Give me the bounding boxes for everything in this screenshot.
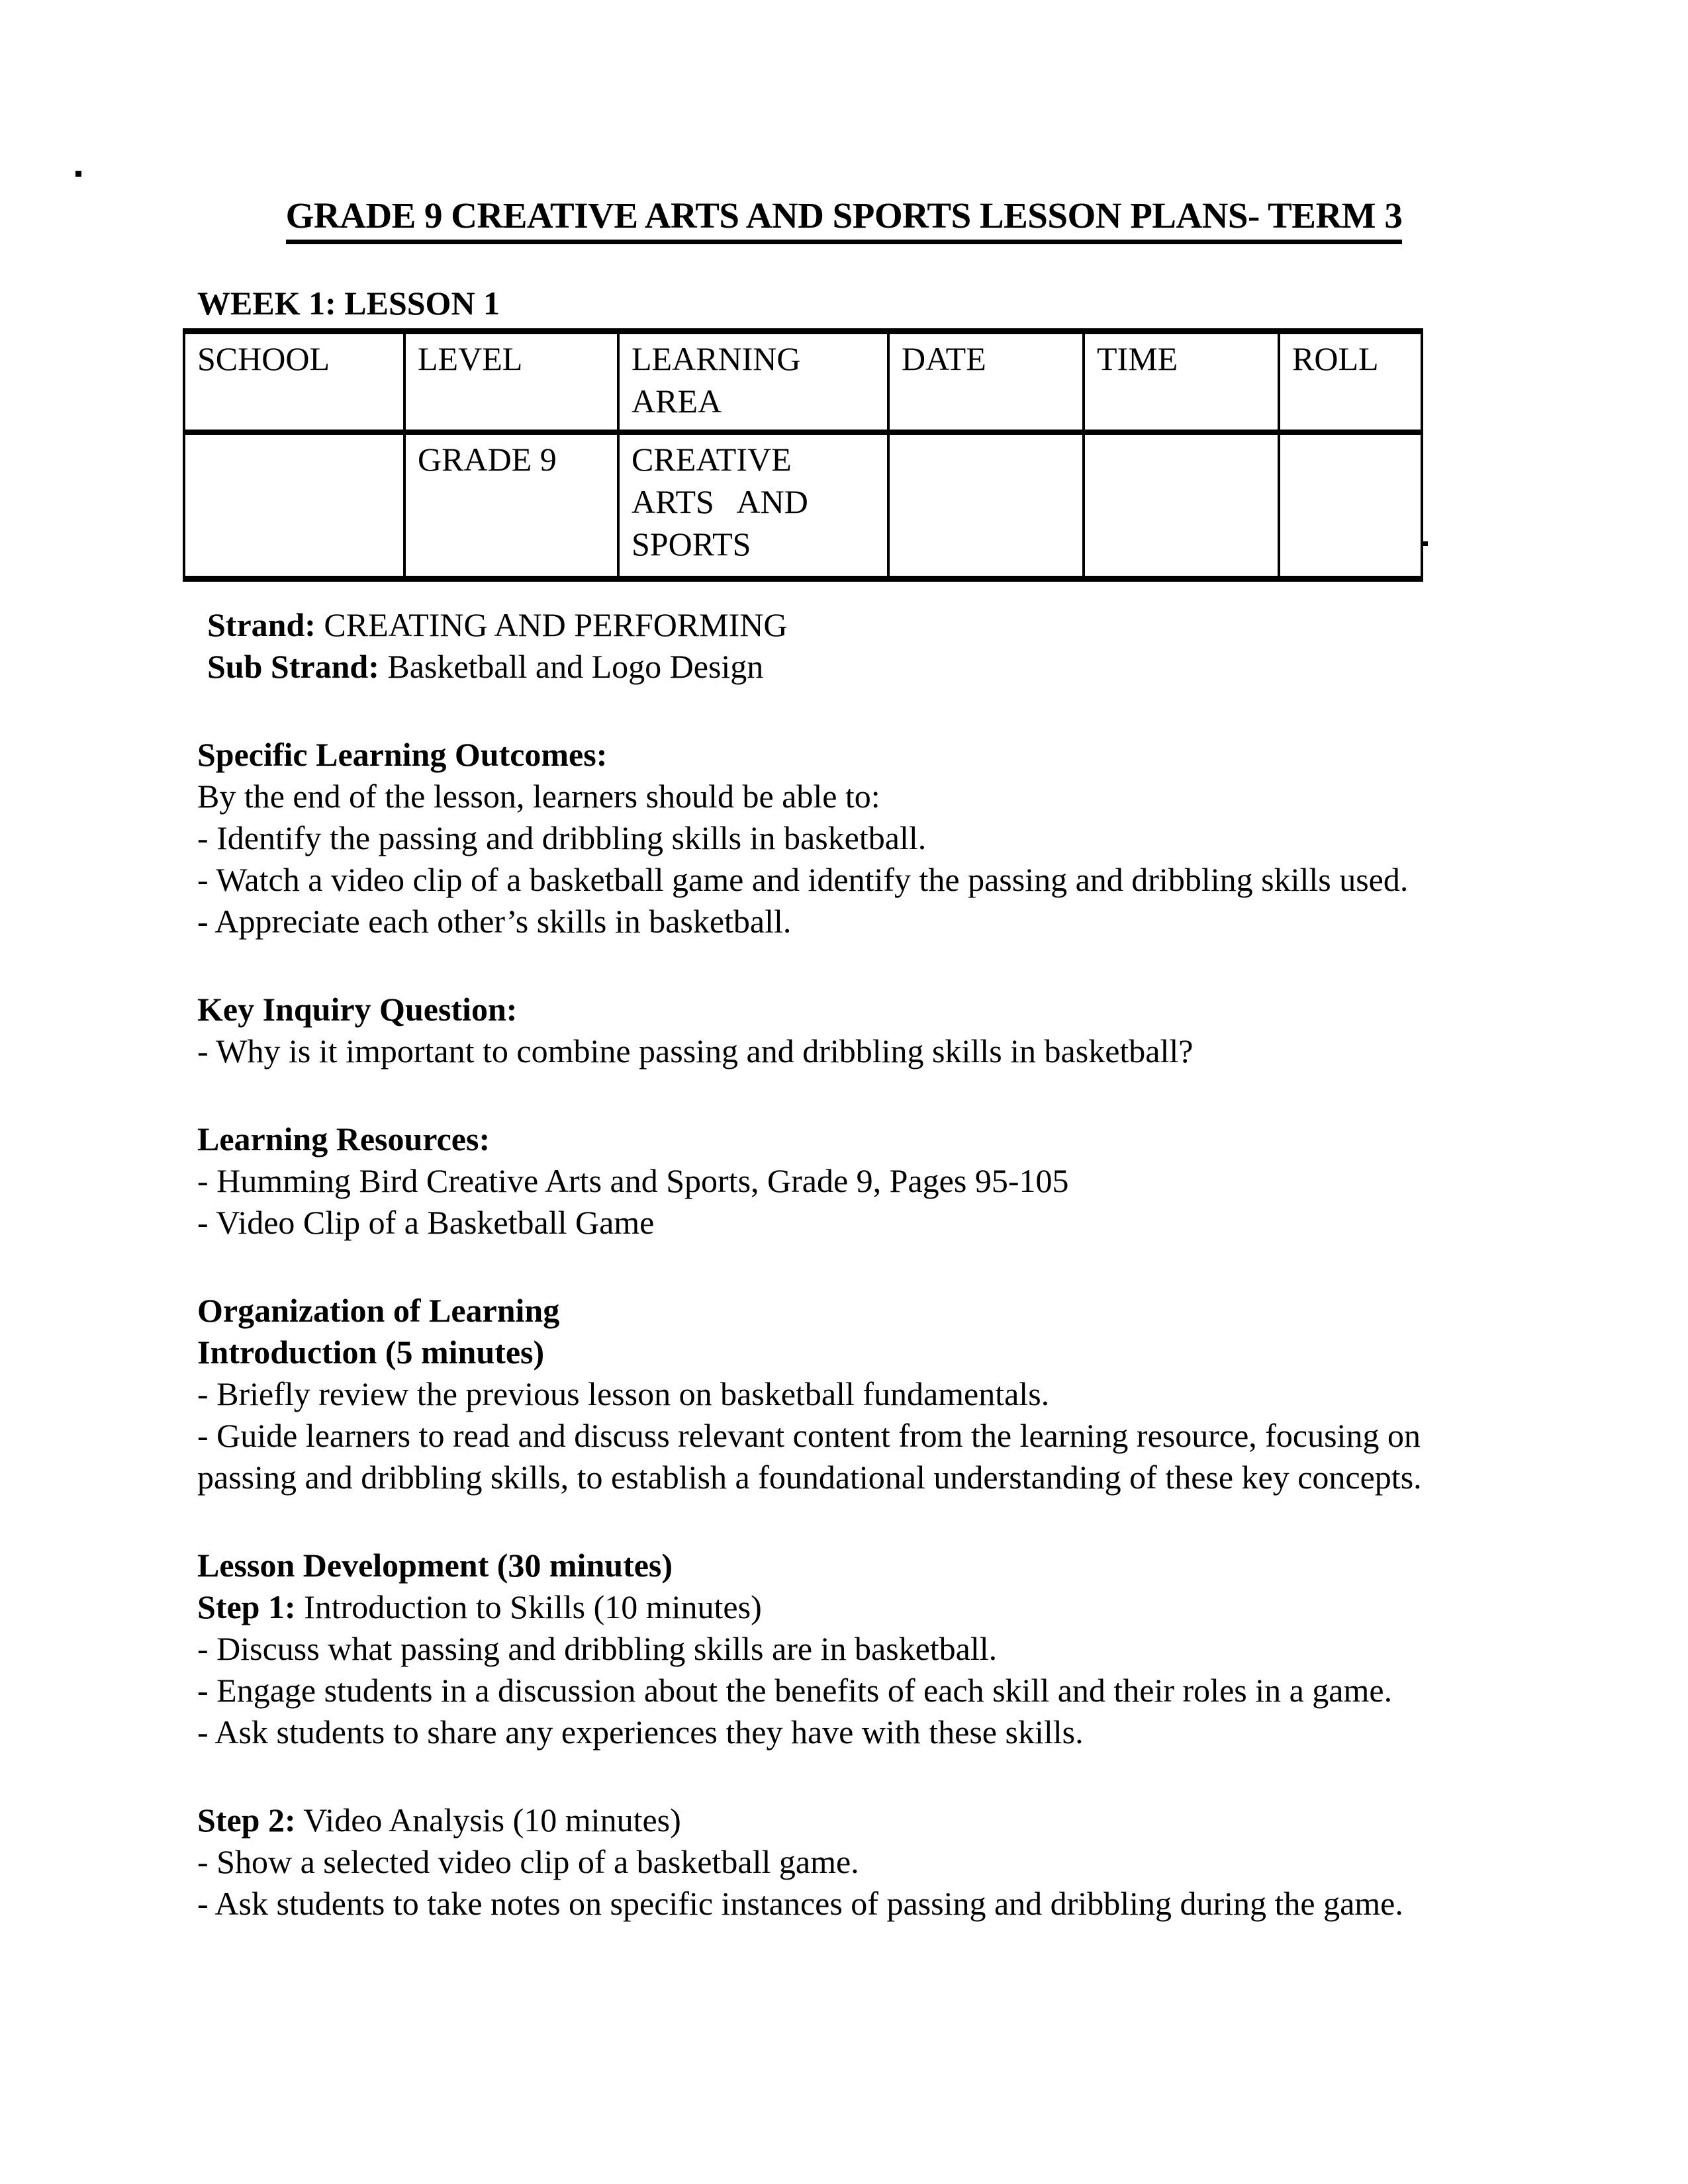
strand-section <box>197 604 1516 688</box>
cell-level: GRADE 9 <box>404 432 618 579</box>
text-line <box>197 776 1516 817</box>
organization-of-learning-section <box>197 1290 1516 1498</box>
column-header-roll: ROLL <box>1279 332 1422 433</box>
line-bold-text: Specific Learning Outcomes: <box>197 736 608 773</box>
line-bold-text: Lesson Development (30 minutes) <box>197 1547 673 1584</box>
line-bold-text: Learning Resources: <box>197 1120 491 1158</box>
text-line <box>197 1670 1516 1711</box>
lesson-development-section <box>197 1545 1516 1753</box>
text-line <box>197 1799 1516 1841</box>
text-line <box>197 1290 1516 1332</box>
text-line <box>197 1457 1516 1498</box>
document-title <box>185 0 1503 244</box>
cell-learning-area: CREATIVE ARTS AND SPORTS <box>618 432 888 579</box>
line-regular-text: - Why is it important to combine passing and dribbling skills in basketball? <box>197 1032 1194 1069</box>
text-line <box>197 1373 1516 1415</box>
cell-time <box>1084 432 1279 579</box>
line-bold-text: Key Inquiry Question: <box>197 991 518 1028</box>
line-regular-text: - Watch a video clip of a basketball game and identify the passing and dribbling skills used. <box>197 861 1409 898</box>
line-regular-text: - Humming Bird Creative Arts and Sports, Grade 9, Pages 95-105 <box>197 1162 1069 1199</box>
text-line <box>207 646 1516 688</box>
line-bold-text: Sub Strand: <box>207 648 379 685</box>
text-line <box>197 901 1516 942</box>
line-regular-text: By the end of the lesson, learners should be able to: <box>197 778 880 815</box>
cell-school <box>184 432 404 579</box>
line-regular-text: - Discuss what passing and dribbling skills are in basketball. <box>197 1630 998 1667</box>
text-line <box>197 1545 1516 1586</box>
column-header-level: LEVEL <box>404 332 618 433</box>
line-bold-text: Strand: <box>207 606 316 643</box>
text-line <box>197 1332 1516 1373</box>
text-line <box>197 1202 1516 1244</box>
learning-resources-section <box>197 1118 1516 1244</box>
line-regular-text: - Ask students to take notes on specific instances of passing and dribbling during the game. <box>197 1885 1403 1922</box>
line-bold-text: Step 2: <box>197 1801 296 1839</box>
line-regular-text: Introduction to Skills (10 minutes) <box>295 1588 762 1625</box>
line-regular-text: passing and dribbling skills, to establish a foundational understanding of these key concepts. <box>197 1459 1422 1496</box>
line-bold-text: Organization of Learning <box>197 1292 560 1329</box>
step2-video-analysis-section <box>197 1799 1516 1925</box>
cell-roll <box>1279 432 1422 579</box>
lesson-info-table <box>183 328 1423 582</box>
text-line <box>197 1415 1516 1457</box>
sections <box>197 604 1516 1925</box>
document-title-text: GRADE 9 CREATIVE ARTS AND SPORTS LESSON PLANS- TERM 3 <box>286 196 1403 244</box>
text-line <box>197 989 1516 1030</box>
week-lesson-heading: WEEK 1: LESSON 1 <box>197 285 500 322</box>
column-header-school: SCHOOL <box>184 332 404 433</box>
text-line <box>197 817 1516 859</box>
table-data-row <box>184 432 1422 579</box>
stray-mark-2 <box>1423 541 1428 546</box>
learning-outcomes-section <box>197 734 1516 942</box>
column-header-date: DATE <box>888 332 1084 433</box>
line-regular-text: CREATING AND PERFORMING <box>315 606 788 643</box>
column-header-time: TIME <box>1084 332 1279 433</box>
line-regular-text: - Ask students to share any experiences they have with these skills. <box>197 1713 1084 1751</box>
text-line <box>197 1118 1516 1160</box>
line-regular-text: - Appreciate each other’s skills in basketball. <box>197 903 792 940</box>
text-line <box>197 1841 1516 1883</box>
line-bold-text: Step 1: <box>197 1588 296 1625</box>
text-line <box>197 1160 1516 1202</box>
key-inquiry-section <box>197 989 1516 1072</box>
line-regular-text: - Show a selected video clip of a basketball game. <box>197 1843 859 1880</box>
line-regular-text: - Identify the passing and dribbling skills in basketball. <box>197 819 927 856</box>
text-line <box>197 1628 1516 1670</box>
line-bold-text: Introduction (5 minutes) <box>197 1334 545 1371</box>
text-line <box>197 859 1516 901</box>
line-regular-text: Basketball and Logo Design <box>379 648 764 685</box>
text-line <box>207 604 1516 646</box>
line-regular-text: - Briefly review the previous lesson on basketball fundamentals. <box>197 1375 1050 1412</box>
line-regular-text: - Video Clip of a Basketball Game <box>197 1204 655 1241</box>
line-regular-text: - Engage students in a discussion about the benefits of each skill and their roles in a game. <box>197 1672 1393 1709</box>
text-line <box>197 1883 1516 1925</box>
text-line <box>197 734 1516 776</box>
line-regular-text: - Guide learners to read and discuss relevant content from the learning resource, focusing on <box>197 1417 1421 1454</box>
text-line <box>197 1711 1516 1753</box>
text-line <box>197 1030 1516 1072</box>
column-header-learning-area: LEARNING AREA <box>618 332 888 433</box>
table-header-row <box>184 332 1422 433</box>
cell-date <box>888 432 1084 579</box>
stray-mark <box>75 171 81 177</box>
text-line <box>197 1586 1516 1628</box>
line-regular-text: Video Analysis (10 minutes) <box>295 1801 681 1839</box>
